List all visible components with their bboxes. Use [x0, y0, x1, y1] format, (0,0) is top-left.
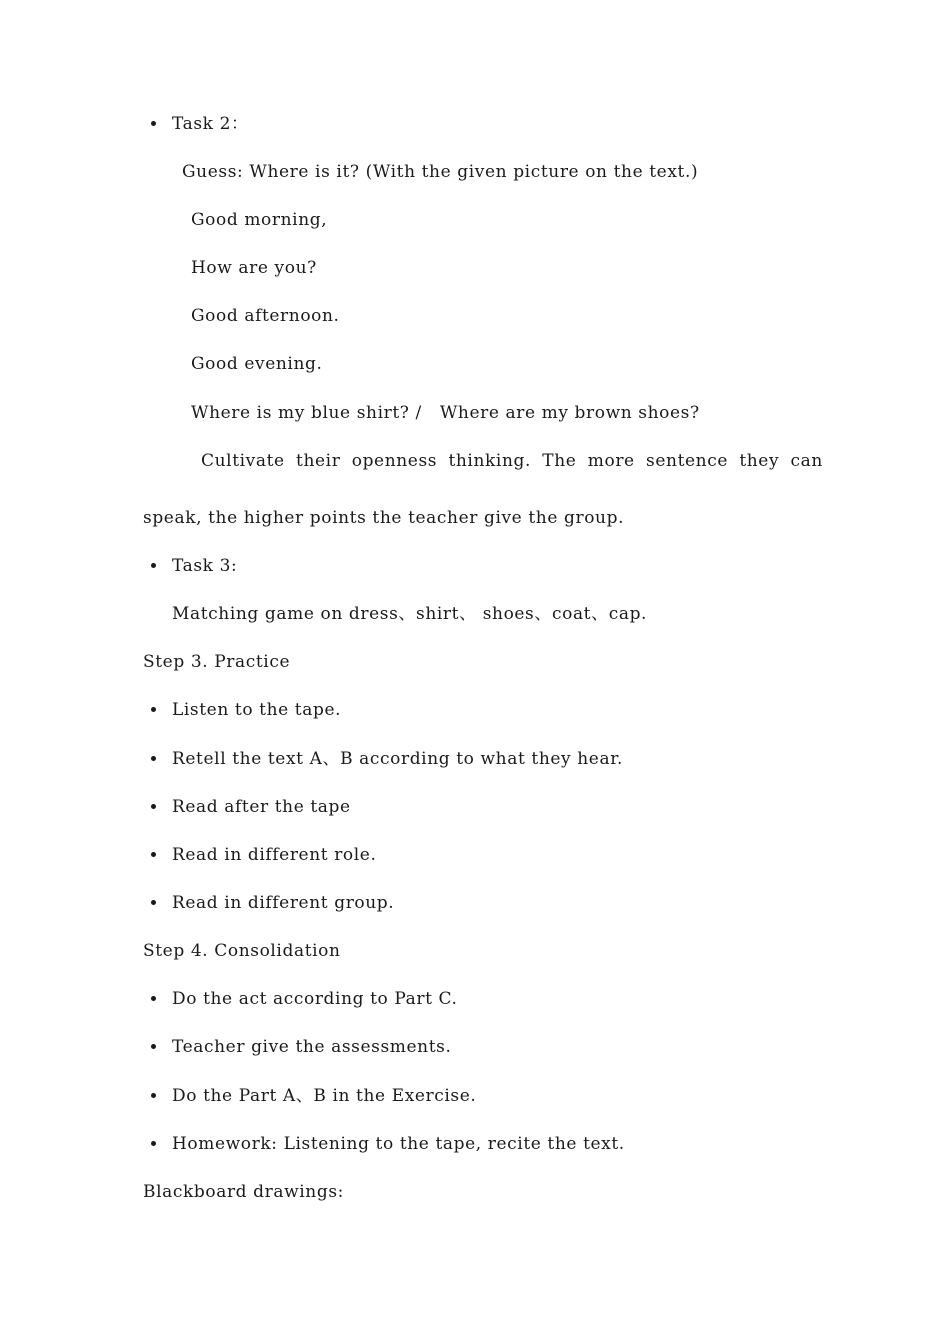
- paragraph-word: more: [587, 451, 635, 471]
- paragraph-word: their: [296, 451, 341, 471]
- step4-item: Do the act according to Part C.: [172, 989, 458, 1009]
- bullet-icon: [151, 900, 156, 905]
- task2-paragraph-line2: speak, the higher points the teacher give the group.: [143, 508, 625, 528]
- blackboard-heading: Blackboard drawings:: [143, 1182, 344, 1202]
- paragraph-word: they: [739, 451, 780, 471]
- step3-item: Read in different role.: [172, 845, 377, 865]
- step3-item: Listen to the tape.: [172, 700, 342, 720]
- task2-guess: Guess: Where is it? (With the given picture on the text.): [182, 162, 699, 182]
- task2-phrase: Good evening.: [191, 354, 323, 374]
- task2-phrase: Where is my blue shirt? / Where are my brown shoes?: [191, 403, 700, 423]
- bullet-icon: [151, 563, 156, 568]
- step4-item: Do the Part A、B in the Exercise.: [172, 1086, 477, 1106]
- bullet-icon: [151, 707, 156, 712]
- paragraph-word: sentence: [646, 451, 728, 471]
- bullet-icon: [151, 804, 156, 809]
- step3-heading: Step 3. Practice: [143, 652, 291, 672]
- task2-phrase: How are you?: [191, 258, 317, 278]
- task2-heading: Task 2：: [172, 114, 249, 134]
- paragraph-word: Cultivate: [201, 451, 285, 471]
- bullet-icon: [151, 121, 156, 126]
- paragraph-word: openness: [351, 451, 438, 471]
- step4-heading: Step 4. Consolidation: [143, 941, 341, 961]
- step4-item: Teacher give the assessments.: [172, 1037, 452, 1057]
- paragraph-word: The: [542, 451, 577, 471]
- task2-phrase: Good morning,: [191, 210, 328, 230]
- paragraph-word: can: [790, 451, 823, 471]
- paragraph-word: thinking.: [448, 451, 531, 471]
- bullet-icon: [151, 1044, 156, 1049]
- step4-item: Homework: Listening to the tape, recite the text.: [172, 1134, 625, 1154]
- bullet-icon: [151, 756, 156, 761]
- task2-paragraph-line1: [201, 450, 823, 472]
- task3-matching: Matching game on dress、shirt、 shoes、coat、cap.: [172, 604, 648, 624]
- bullet-icon: [151, 1141, 156, 1146]
- task3-heading: Task 3:: [172, 556, 238, 576]
- step3-item: Retell the text A、B according to what they hear.: [172, 749, 624, 769]
- bullet-icon: [151, 996, 156, 1001]
- bullet-icon: [151, 852, 156, 857]
- task2-phrase: Good afternoon.: [191, 306, 340, 326]
- step3-item: Read in different group.: [172, 893, 395, 913]
- step3-item: Read after the tape: [172, 797, 351, 817]
- bullet-icon: [151, 1093, 156, 1098]
